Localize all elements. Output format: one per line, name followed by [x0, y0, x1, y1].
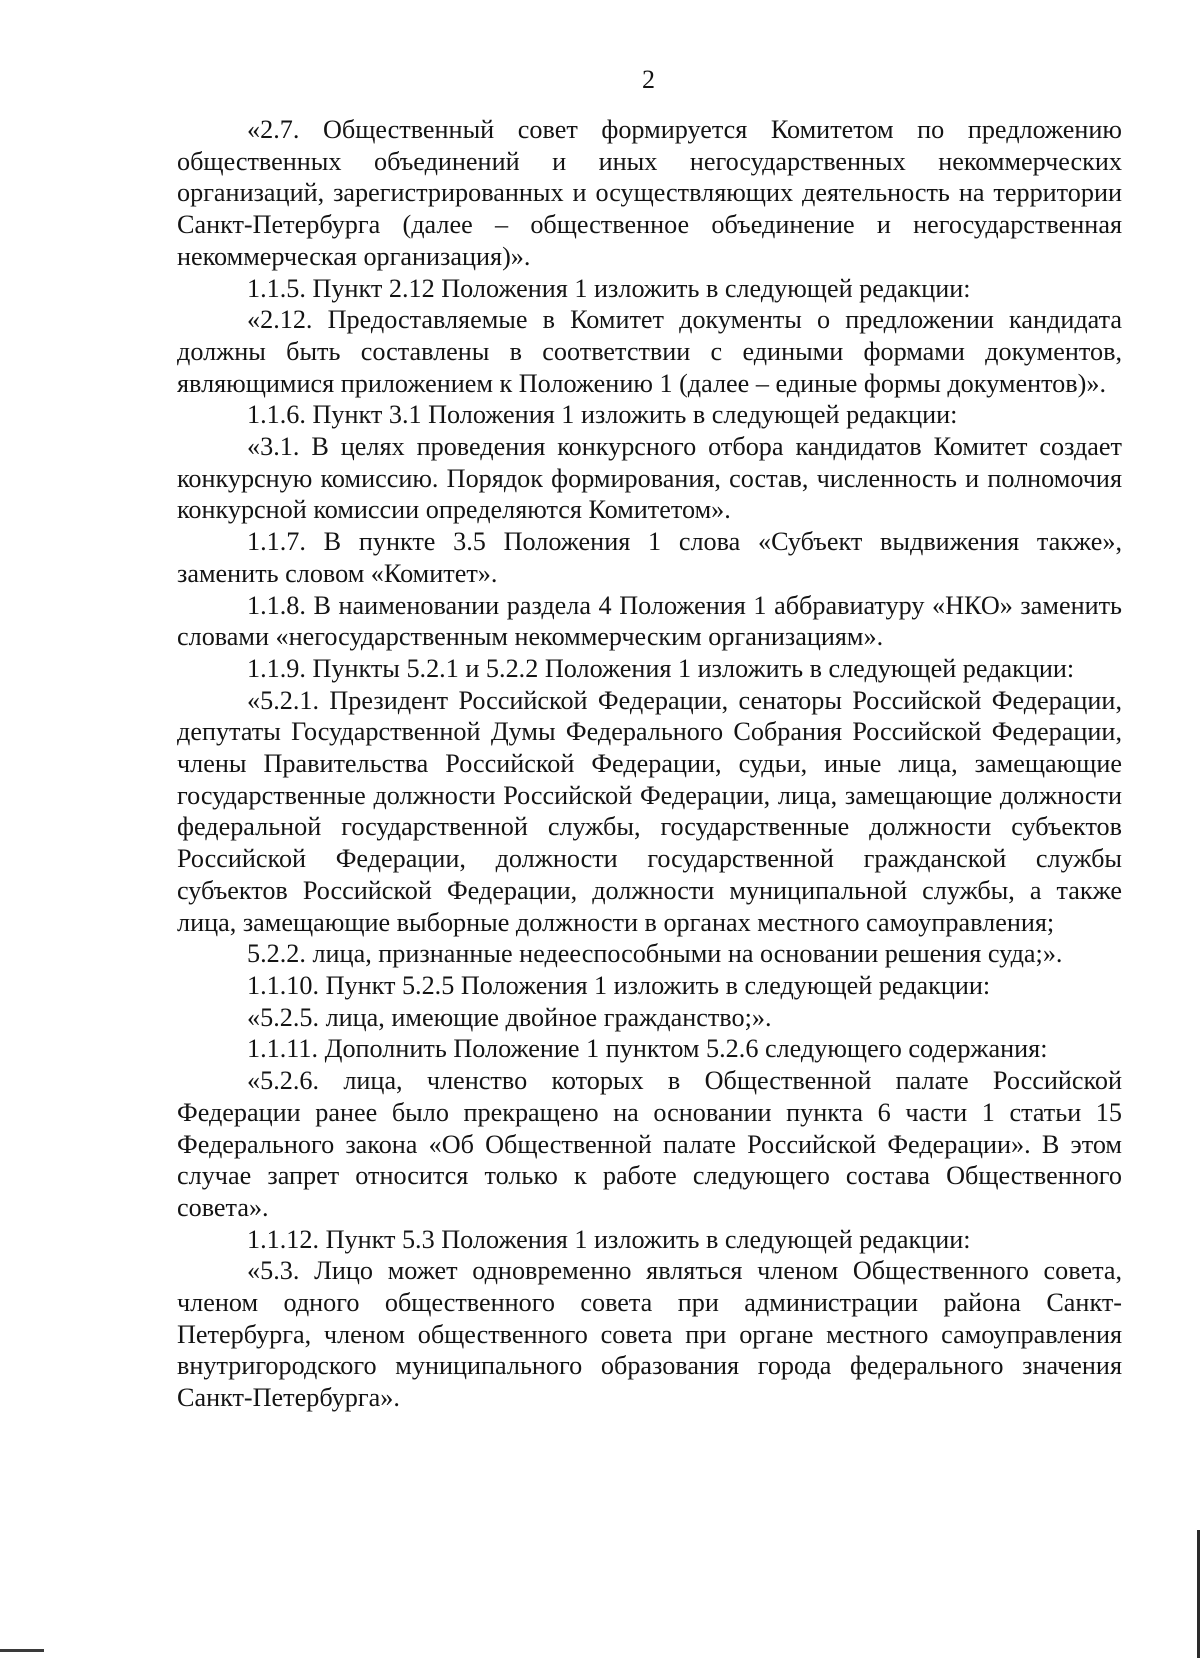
paragraph-1-1-8: 1.1.8. В наименовании раздела 4 Положения 1 аббравиатуру «НКО» заменить словами «негосударственным некоммерческим организациям». — [177, 590, 1122, 652]
paragraph-5-2-2: 5.2.2. лица, признанные недееспособными на основании решения суда;». — [247, 939, 1063, 969]
paragraph-1-1-9: 1.1.9. Пункты 5.2.1 и 5.2.2 Положения 1 изложить в следующей редакции: — [247, 653, 1075, 683]
page-number: 2 — [642, 65, 655, 94]
paragraph-1-1-6: 1.1.6. Пункт 3.1 Положения 1 изложить в следующей редакции: — [247, 400, 958, 430]
paragraph-5-2-5: «5.2.5. лица, имеющие двойное гражданство;». — [247, 1002, 772, 1032]
paragraph-3-1: «3.1. В целях проведения конкурсного отбора кандидатов Комитет создает конкурсную комиссию. Порядок формирования, состав, численность и полномочия конкурсной комиссии определяются Комитетом». — [177, 432, 1122, 525]
paragraph-5-2-6: «5.2.6. лица, членство которых в Общественной палате Российской Федерации ранее было прекращено на основании пункта 6 части 1 статьи 15 Федерального закона «Об Общественной палате Российской Федерации». В этом случае запрет относится только к работе следующего состава Общественного совета». — [177, 1066, 1122, 1222]
paragraph-1-1-12: 1.1.12. Пункт 5.3 Положения 1 изложить в следующей редакции: — [247, 1224, 971, 1254]
paragraph-5-2-1: «5.2.1. Президент Российской Федерации, сенаторы Российской Федерации, депутаты Государственной Думы Федерального Собрания Российской Федерации, члены Правительства Российской Федерации, судьи, иные лица, замещающие государственные должности Российской Федерации, лица, замещающие должности федеральной государственной службы, государственные должности субъектов Российской Федерации, должности государственной гражданской службы субъектов Российской Федерации, должности муниципальной службы, а также лица, замещающие выборные должности в органах местного самоуправления; — [177, 685, 1122, 937]
paragraph-5-3: «5.3. Лицо может одновременно являться членом Общественного совета, членом одного общественного совета при администрации района Санкт-Петербурга, членом общественного совета при органе местного самоуправления внутригородского муниципального образования города федерального значения Санкт-Петербурга». — [177, 1256, 1122, 1413]
scan-corner-mark — [0, 1649, 44, 1652]
paragraph-2-12: «2.12. Предоставляемые в Комитет документы о предложении кандидата должны быть составлены в соответствии с едиными формами документов, являющимися приложением к Положению 1 (далее – единые формы документов)». — [177, 305, 1122, 398]
paragraph-1-1-10: 1.1.10. Пункт 5.2.5 Положения 1 изложить в следующей редакции: — [247, 970, 991, 1000]
paragraph-1-1-7: 1.1.7. В пункте 3.5 Положения 1 слова «Субъект выдвижения также», заменить словом «Комитет». — [177, 527, 1122, 588]
paragraph-1-1-5: 1.1.5. Пункт 2.12 Положения 1 изложить в следующей редакции: — [247, 273, 971, 303]
document-body — [177, 114, 1122, 1414]
paragraph-1-1-11: 1.1.11. Дополнить Положение 1 пунктом 5.2.6 следующего содержания: — [247, 1034, 1048, 1064]
paragraph-2-7: «2.7. Общественный совет формируется Комитетом по предложению общественных объединений и иных негосударственных некоммерческих организаций, зарегистрированных и осуществляющих деятельность на территории Санкт-Петербурга (далее – общественное объединение и негосударственная некоммерческая организация)». — [177, 115, 1122, 271]
